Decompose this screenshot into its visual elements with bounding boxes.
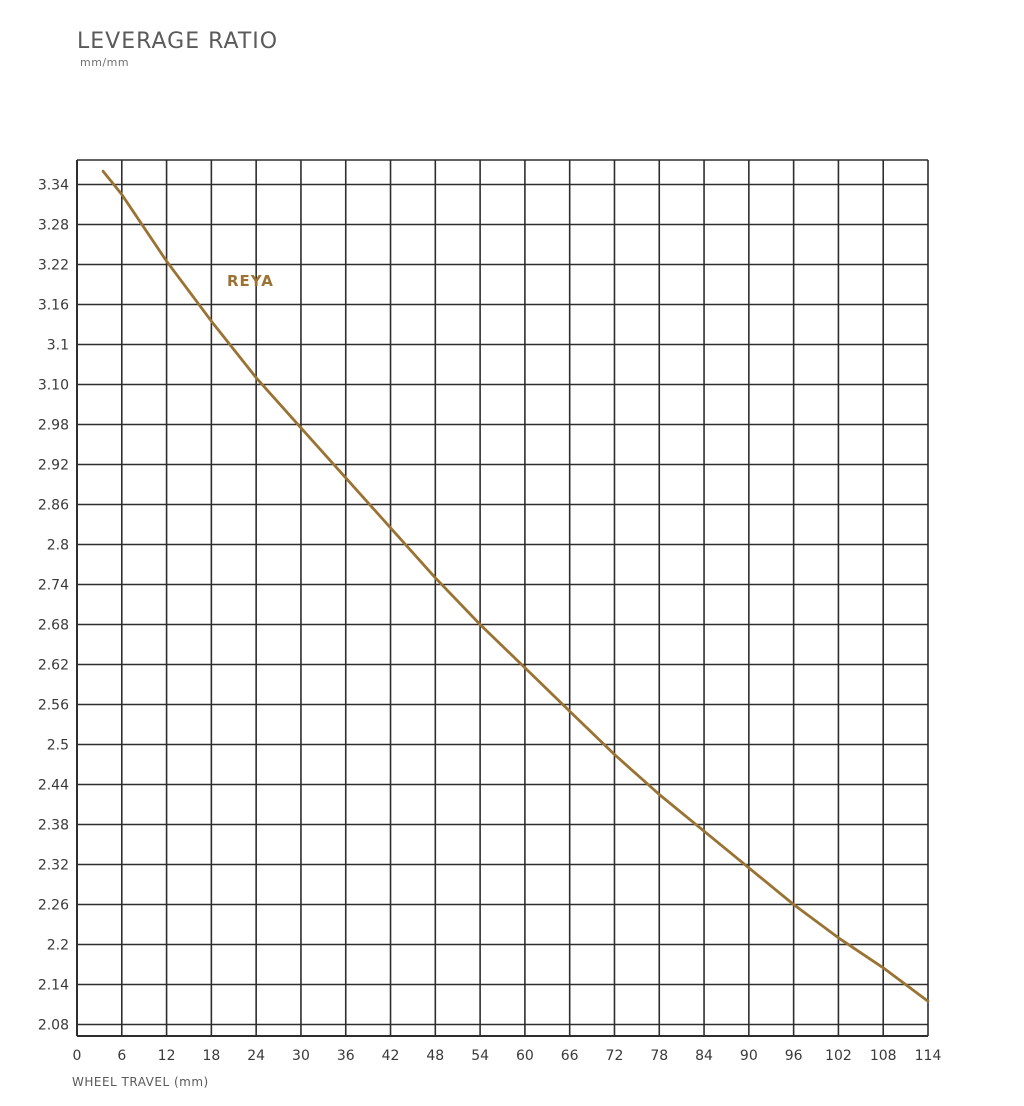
y-tick-label: 2.26: [37, 897, 69, 914]
series-label-reya: REYA: [227, 272, 274, 290]
x-tick-label: 108: [869, 1048, 897, 1064]
y-tick-label: 2.62: [37, 657, 69, 674]
y-tick-label: 2.86: [37, 497, 69, 514]
x-tick-label: 48: [426, 1048, 445, 1064]
y-tick-label: 2.14: [37, 977, 69, 994]
x-axis-ticks: [73, 1048, 942, 1064]
x-tick-label: 96: [784, 1048, 803, 1064]
y-tick-label: 2.98: [37, 417, 69, 434]
series-layer: [103, 171, 928, 1001]
x-tick-label: 66: [560, 1048, 579, 1064]
y-tick-label: 2.2: [46, 937, 69, 954]
y-tick-label: 2.68: [37, 617, 69, 634]
x-tick-label: 54: [471, 1048, 490, 1064]
chart-subtitle: mm/mm: [80, 56, 130, 69]
y-tick-label: 3.34: [37, 177, 69, 194]
y-tick-label: 2.5: [46, 737, 69, 754]
series-line-reya: [103, 171, 928, 1001]
x-tick-label: 24: [247, 1048, 266, 1064]
x-tick-label: 78: [650, 1048, 669, 1064]
x-tick-label: 30: [292, 1048, 310, 1064]
x-tick-label: 42: [381, 1048, 400, 1064]
y-tick-label: 2.38: [37, 817, 69, 834]
y-axis-ticks: [38, 178, 69, 1034]
x-tick-label: 72: [605, 1048, 624, 1064]
y-tick-label: 2.92: [37, 457, 69, 474]
y-tick-label: 2.8: [46, 537, 69, 554]
chart-title: LEVERAGE RATIO: [77, 29, 279, 54]
y-tick-label: 2.44: [37, 777, 69, 794]
x-axis-label: WHEEL TRAVEL (mm): [72, 1075, 209, 1089]
y-tick-label: 2.32: [37, 857, 69, 874]
y-tick-label: 2.56: [37, 697, 69, 714]
grid: [77, 160, 928, 1036]
x-tick-label: 84: [695, 1048, 713, 1064]
x-tick-label: 114: [914, 1048, 942, 1064]
y-tick-label: 2.74: [37, 577, 69, 594]
x-tick-label: 6: [117, 1048, 127, 1064]
y-tick-label: 2.08: [37, 1017, 69, 1034]
y-tick-label: 3.16: [37, 297, 69, 314]
x-tick-label: 60: [515, 1048, 534, 1064]
y-tick-label: 3.22: [37, 257, 69, 274]
y-tick-label: 3.1: [46, 337, 69, 354]
x-tick-label: 12: [157, 1048, 176, 1064]
y-tick-label: 3.28: [37, 217, 69, 234]
x-tick-label: 0: [72, 1048, 82, 1064]
x-tick-label: 36: [336, 1048, 355, 1064]
y-tick-label: 3.10: [37, 377, 69, 394]
x-tick-label: 90: [739, 1048, 758, 1064]
x-tick-label: 18: [202, 1048, 221, 1064]
x-tick-label: 102: [825, 1048, 852, 1064]
